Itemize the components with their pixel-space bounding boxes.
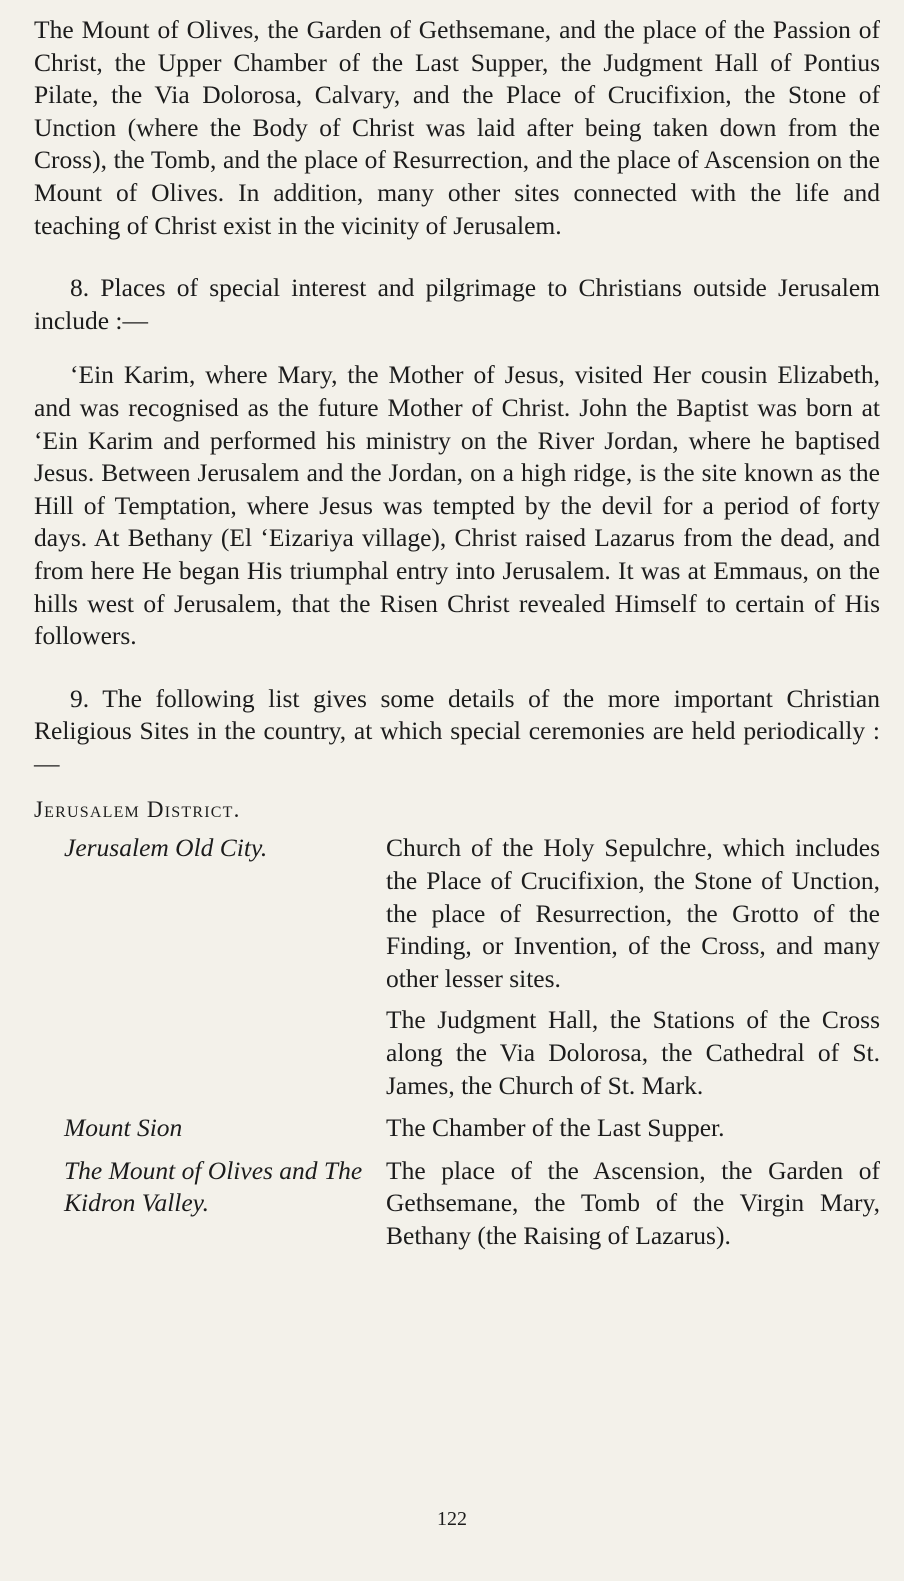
site-description-text: The place of the Ascension, the Garden of Gethsemane, the Tomb of the Virgin Mary, Bethany (the Raising of Lazarus). (386, 1155, 880, 1250)
paragraph-9-intro: 9. The following list gives some details of the more important Christian Religious Sites in the country, at which special ceremonies are held periodically :— (34, 683, 880, 778)
paragraph-holy-places: The Mount of Olives, the Garden of Gethsemane, and the place of the Passion of Christ, the Upper Chamber of the Last Supper, the Judgment Hall of Pontius Pilate, the Via Dolorosa, Calvary, and the Place of Crucifixion, the Stone of Unction (where the Body of Christ was laid after being taken down from the Cross), the Tomb, and the place of Resurrection, and the place of Ascension on the Mount of Olives. In addition, many other sites connected with the life and teaching of Christ exist in the vicinity of Jerusalem. (34, 15, 880, 240)
site-row (34, 1155, 880, 1253)
site-name: Jerusalem Old City. (64, 833, 268, 863)
site-description (386, 1155, 880, 1253)
site-description (386, 1112, 880, 1145)
district-heading: Jerusalem District. (34, 797, 241, 823)
site-description-text: The Chamber of the Last Supper. (386, 1113, 725, 1143)
sites-list (34, 832, 880, 1252)
site-description-text: Church of the Holy Sepulchre, which includes the Place of Crucifixion, the Stone of Unction, the place of Resurrection, the Grotto of the Finding, or Invention, of the Cross, and many other lesser sites. (386, 833, 880, 993)
site-description (386, 832, 880, 1102)
site-row (34, 1112, 880, 1145)
site-name: The Mount of Olives and The Kidron Valley. (64, 1155, 363, 1218)
page-number: 122 (437, 1508, 467, 1530)
site-row (34, 832, 880, 1102)
paragraph-outside-jerusalem: ‘Ein Karim, where Mary, the Mother of Jesus, visited Her cousin Elizabeth, and was recognised as the future Mother of Christ. John the Baptist was born at ‘Ein Karim and performed his ministry on the River Jordan, where he baptised Jesus. Between Jerusalem and the Jordan, on a high ridge, is the site known as the Hill of Temptation, where Jesus was tempted by the devil for a period of forty days. At Bethany (El ‘Eizariya village), Christ raised Lazarus from the dead, and from here He began His triumphal entry into Jerusalem. It was at Emmaus, on the hills west of Jerusalem, that the Risen Christ revealed Himself to certain of His followers. (34, 360, 880, 651)
site-description-text: The Judgment Hall, the Stations of the Cross along the Via Dolorosa, the Cathedral of St. James, the Church of St. Mark. (386, 1005, 880, 1100)
paragraph-8-intro: 8. Places of special interest and pilgrimage to Christians outside Jerusalem include :— (34, 273, 880, 335)
site-name: Mount Sion (64, 1113, 183, 1143)
